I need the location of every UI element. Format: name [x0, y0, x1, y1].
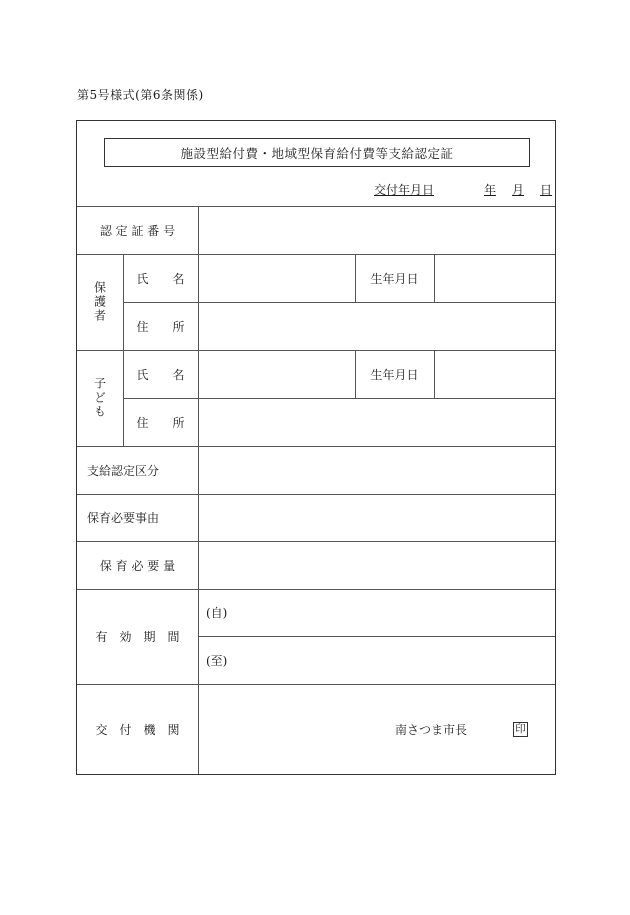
- child-label: 子ども: [92, 377, 107, 419]
- issue-day: 日: [540, 183, 553, 197]
- certificate-title: 施設型給付費・地域型保育給付費等支給認定証: [104, 138, 530, 167]
- form-number-label: 第5号様式(第6条関係): [77, 88, 204, 102]
- validity-to-label: (至): [206, 653, 228, 668]
- guardian-birthdate-label: 生年月日: [370, 271, 419, 286]
- issue-year: 年: [484, 183, 497, 197]
- reason-label: 保育必要事由: [87, 511, 160, 525]
- column-divider: [198, 206, 199, 774]
- column-divider: [434, 254, 435, 302]
- amount-label: 保 育 必 要 量: [99, 558, 176, 573]
- seal-mark: 印: [513, 722, 528, 737]
- validity-from-label: (自): [206, 606, 228, 620]
- child-name-label: 氏 名: [136, 367, 185, 382]
- validity-label: 有 効 期 間: [95, 630, 180, 644]
- issuer-name: 南さつま市長: [395, 722, 468, 737]
- column-divider: [434, 350, 435, 398]
- guardian-label: 保護者: [92, 281, 107, 323]
- guardian-section: [77, 254, 123, 350]
- issuer-value: [395, 684, 535, 774]
- issue-date-field: [374, 181, 552, 198]
- child-address-label: 住 所: [136, 415, 185, 430]
- child-birthdate-label: 生年月日: [370, 367, 419, 382]
- certificate-form: [76, 120, 556, 775]
- guardian-name-label: 氏 名: [136, 271, 185, 286]
- category-label: 支給認定区分: [87, 463, 160, 478]
- issue-month: 月: [512, 183, 525, 197]
- issuer-label: 交 付 機 関: [95, 722, 180, 737]
- issue-date-label: 交付年月日: [374, 183, 435, 197]
- child-section: [77, 350, 123, 446]
- guardian-address-label: 住 所: [136, 319, 185, 334]
- cert-number-label: 認 定 証 番 号: [99, 223, 176, 238]
